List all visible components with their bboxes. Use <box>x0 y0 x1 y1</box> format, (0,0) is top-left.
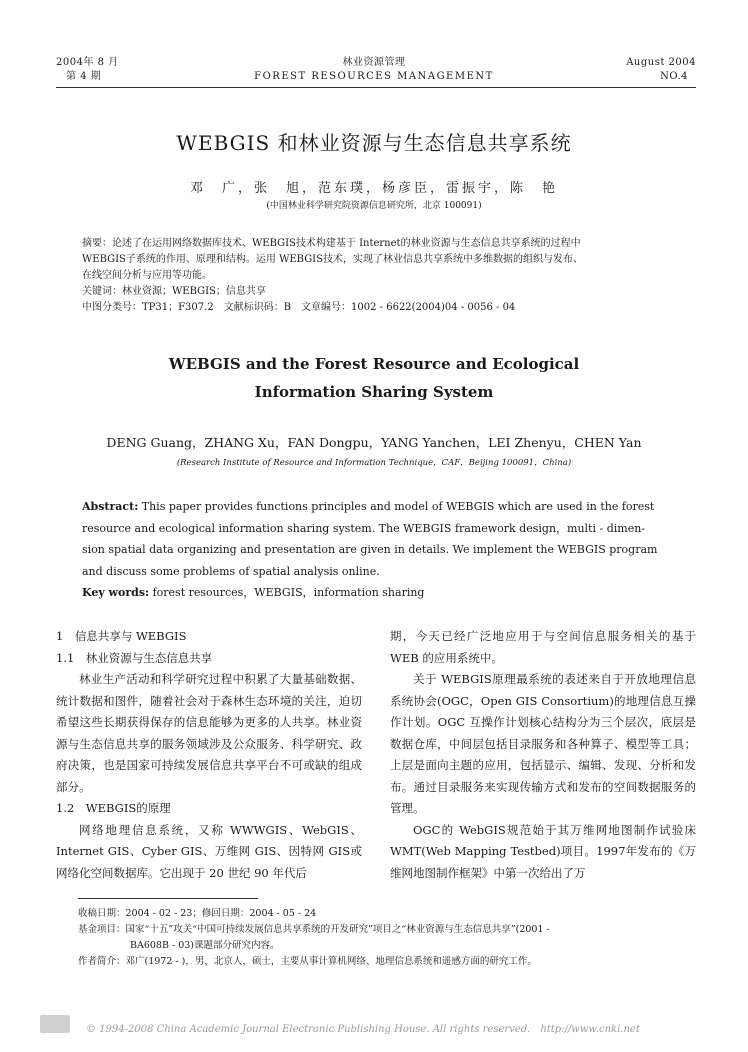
abstract-cn-line: WEBGIS子系统的作用、原理和结构。运用 WEBGIS技术，实现了林业信息共享系统中多维数据的组织与发布、 <box>82 254 583 265</box>
header-issue: 第 4 期 <box>66 71 102 82</box>
journal-name-en: FOREST RESOURCES MANAGEMENT <box>254 71 494 82</box>
english-title-line1: WEBGIS and the Forest Resource and Ecological <box>168 355 580 373</box>
body-paragraph: 关于 WEBGIS原理最系统的表述来自于开放地理信息系统协会(OGC，Open GIS Consortium)的地理信息互操作计划。OGC 互操作计划核心结构分为三个层次，底层是数据仓库，中间层包括目录服务和各种算子、模型等工具；上层是面向主题的应用，包括显示、编辑、发现、分析和发布。通过目录服务来实现传输方式和发布的空间数据服务的管理。 <box>390 672 696 815</box>
keywords-en: forest resources，WEBGIS，information sharing <box>152 586 425 599</box>
body-paragraph: 期，今天已经广泛地应用于与空间信息服务相关的基于 WEB 的应用系统中。 <box>390 629 696 665</box>
cnki-logo-icon <box>40 1015 70 1033</box>
author-list: 邓 广，张 旭，范东璞，杨彦臣，雷振宇，陈 艳 <box>189 181 558 196</box>
header-date: 2004年 8 月 <box>56 57 119 68</box>
footnote-rule <box>78 898 258 899</box>
abstract-en-line: sion spatial data organizing and presentation are given in details. We implement the WEBGIS program <box>82 543 658 556</box>
footnote-received: 收稿日期：2004 - 02 - 23；修回日期：2004 - 05 - 24 <box>78 908 317 919</box>
english-title-line2: Information Sharing System <box>254 383 494 401</box>
english-authors: DENG Guang，ZHANG Xu，FAN Dongpu，YANG Yanchen，LEI Zhenyu，CHEN Yan <box>106 435 642 450</box>
body-right-column <box>390 626 696 884</box>
journal-name-cn: 林业资源管理 <box>342 57 406 68</box>
subsection-heading: 1.1 林业资源与生态信息共享 <box>56 650 213 665</box>
classification-line: 中图分类号：TP31；F307.2 文献标识码：B 文章编号：1002 - 6622(2004)04 - 0056 - 04 <box>82 302 516 313</box>
footnote-author-bio: 作者简介：邓广(1972 - )，男，北京人，硕士，主要从事计算机网络、地理信息系统和遥感方面的研究工作。 <box>78 956 537 967</box>
abstract-cn-line: 在线空间分析与应用等功能。 <box>82 270 212 281</box>
abstract-en-label: Abstract: <box>82 500 139 513</box>
paper-title: WEBGIS 和林业资源与生态信息共享系统 <box>176 131 572 155</box>
header-number-en: NO.4 <box>660 71 688 82</box>
abstract-en-line <box>82 496 694 518</box>
footnote-fund-cont: BA608B - 03)课题部分研究内容。 <box>130 940 280 951</box>
abstract-en <box>82 496 694 604</box>
affiliation: (中国林业科学研究院资源信息研究所，北京 100091) <box>266 201 482 211</box>
copyright-notice: © 1994-2008 China Academic Journal Electronic Publishing House. All rights reserved. http://www.cnki.net <box>86 1024 640 1035</box>
keywords-en-label: Key words: <box>82 586 150 599</box>
header-month-en: August 2004 <box>626 57 696 68</box>
english-affiliation: (Research Institute of Resource and Information Technique，CAF，Beijing 100091，China) <box>176 458 572 468</box>
abstract-cn-line: 摘要：论述了在运用网络数据库技术、WEBGIS技术构建基于 Internet的林业资源与生态信息共享系统的过程中 <box>82 238 581 249</box>
body-paragraph: 林业生产活动和科学研究过程中积累了大量基础数据、统计数据和图件，随着社会对于森林生态环境的关注，迫切希望这些长期获得保存的信息能够为更多的人共享。林业资源与生态信息共享的服务领域涉及公众服务、科学研究、政府决策，也是国家可持续发展信息共享平台不可或缺的组成部分。 <box>56 672 362 794</box>
section-heading: 1 信息共享与 WEBGIS <box>56 629 187 643</box>
footnotes <box>78 906 688 970</box>
keywords-cn: 关键词：林业资源；WEBGIS；信息共享 <box>82 286 266 297</box>
abstract-en-line: and discuss some problems of spatial analysis online. <box>82 564 380 578</box>
body-paragraph: OGC的 WebGIS规范始于其万维网地图制作试验床 WMT(Web Mapping Testbed)项目。1997年发布的《万维网地图制作框架》中第一次给出了万 <box>390 822 696 880</box>
body-left-column <box>56 626 362 884</box>
keywords-en-line <box>82 582 694 604</box>
header-rule <box>56 87 696 88</box>
header-right <box>600 56 696 84</box>
abstract-cn <box>82 236 692 316</box>
abstract-en-line: resource and ecological information sharing system. The WEBGIS framework design，multi - dimen- <box>82 521 646 535</box>
subsection-heading: 1.2 WEBGIS的原理 <box>56 801 171 815</box>
footnote-fund: 基金项目：国家“十五”攻关“中国可持续发展信息共享系统的开发研究”项目之“林业资源与生态信息共享”(2001 - <box>78 924 550 935</box>
body-paragraph: 网络地理信息系统，又称 WWWGIS、WebGIS、Internet GIS、Cyber GIS、万维网 GIS、因特网 GIS或网络化空间数据库。它出现于 20 世纪 90 年代后 <box>56 822 362 880</box>
abstract-en-text: This paper provides functions principles and model of WEBGIS which are used in the forest <box>141 500 655 513</box>
